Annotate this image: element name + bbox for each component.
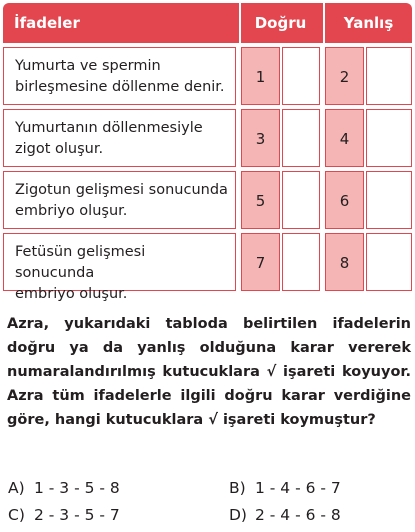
option-c[interactable] (8, 506, 120, 524)
table-row (3, 47, 412, 107)
option-text: 2 - 4 - 6 - 8 (255, 506, 341, 524)
table-header (3, 3, 412, 43)
true-number-cell: 3 (241, 109, 280, 167)
statement-text: Zigotun gelişmesi sonucunda embriyo oluşur. (15, 182, 228, 219)
option-text: 1 - 3 - 5 - 8 (34, 479, 120, 497)
option-d[interactable] (229, 506, 341, 524)
statement-text: Yumurta ve spermin birleşmesine döllenme denir. (15, 58, 225, 95)
option-letter: D) (229, 506, 247, 524)
false-checkbox[interactable] (366, 171, 412, 229)
true-number-cell: 1 (241, 47, 280, 105)
option-text: 1 - 4 - 6 - 7 (255, 479, 341, 497)
statement-cell (3, 233, 236, 302)
true-checkbox[interactable] (282, 171, 320, 229)
true-number-cell: 5 (241, 171, 280, 229)
statements-table (3, 3, 412, 302)
false-number-cell: 6 (325, 171, 364, 229)
false-checkbox[interactable] (366, 233, 412, 291)
true-number-cell: 7 (241, 233, 280, 291)
option-letter: A) (8, 479, 25, 497)
true-checkbox[interactable] (282, 47, 320, 105)
option-text: 2 - 3 - 5 - 7 (34, 506, 120, 524)
false-checkbox[interactable] (366, 109, 412, 167)
true-checkbox[interactable] (282, 233, 320, 291)
statement-text: Yumurtanın döllenmesiyle zigot oluşur. (15, 120, 203, 157)
false-checkbox[interactable] (366, 47, 412, 105)
statement-text: Fetüsün gelişmesi sonucunda embriyo oluşur. (15, 244, 146, 302)
statement-cell (3, 109, 236, 167)
false-number-cell: 8 (325, 233, 364, 291)
option-letter: C) (8, 506, 25, 524)
header-true: Doğru (254, 14, 307, 32)
option-b[interactable] (229, 479, 341, 497)
table-row (3, 233, 412, 302)
table-row (3, 109, 412, 169)
header-false: Yanlış (343, 14, 394, 32)
option-a[interactable] (8, 479, 120, 497)
option-letter: B) (229, 479, 246, 497)
question-text: Azra, yukarıdaki tabloda belirtilen ifadelerin doğru ya da yanlış olduğuna karar vererek numaralandırılmış kutucuklara √ işareti koyuyor. Azra tüm ifadelerle ilgili doğru karar verdiğine göre, hangi kutucuklara √ işareti koymuştur? (7, 316, 411, 428)
statement-cell (3, 171, 236, 229)
table-row (3, 171, 412, 231)
header-statements: İfadeler (14, 14, 80, 32)
false-number-cell: 4 (325, 109, 364, 167)
true-checkbox[interactable] (282, 109, 320, 167)
false-number-cell: 2 (325, 47, 364, 105)
statement-cell (3, 47, 236, 105)
